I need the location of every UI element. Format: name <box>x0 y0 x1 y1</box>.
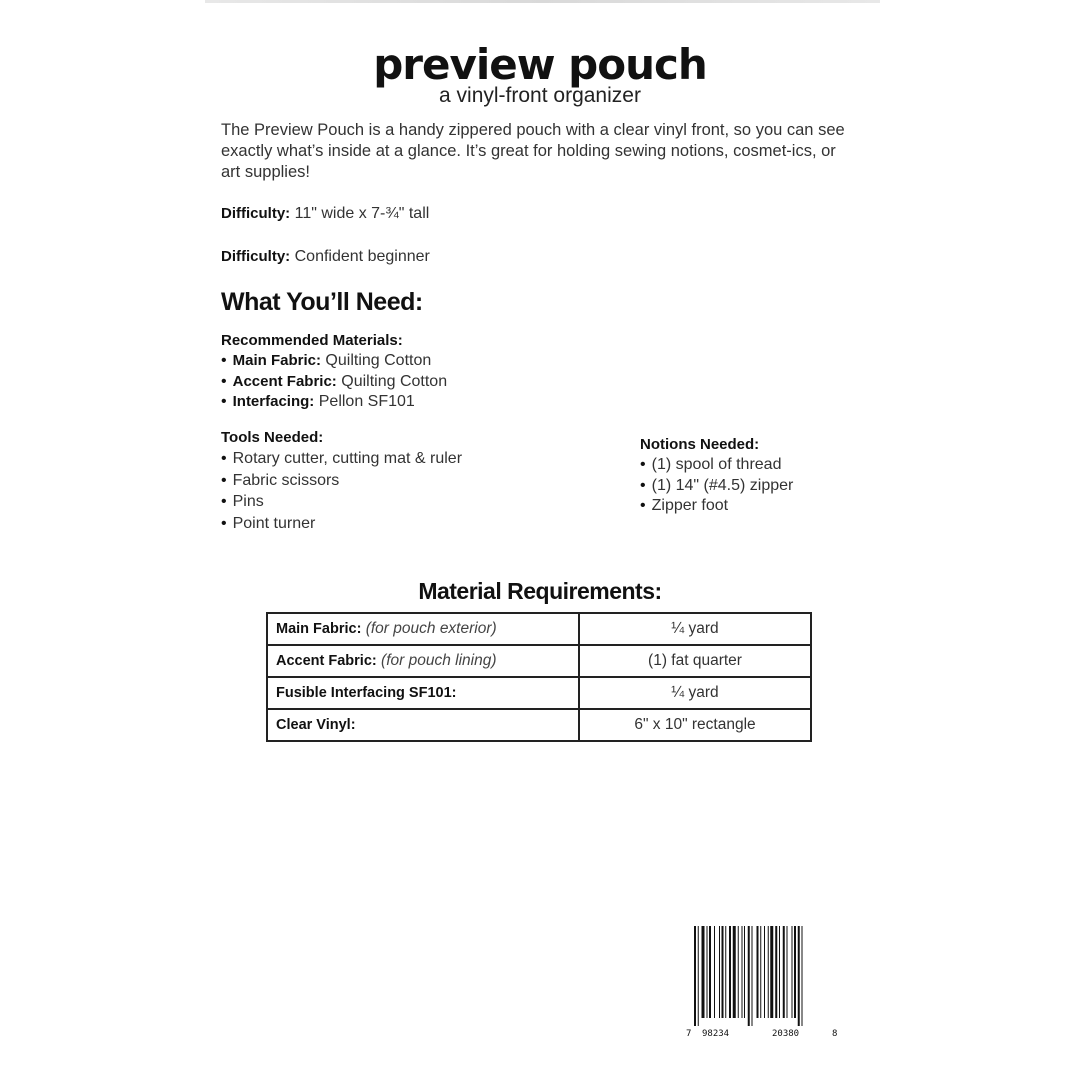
requirements-heading: Material Requirements: <box>418 578 662 604</box>
barcode-bar <box>702 926 705 1018</box>
materials-heading: Recommended Materials: <box>221 332 403 349</box>
needs-heading: What You’ll Need: <box>221 288 423 316</box>
requirements-table <box>266 612 812 742</box>
barcode-bar <box>764 926 765 1018</box>
row-value: ¼ yard <box>579 677 811 709</box>
barcode-digit: 98234 <box>702 1029 730 1039</box>
barcode-bar <box>770 926 773 1018</box>
page-subtitle: a vinyl-front organizer <box>439 84 641 107</box>
spec-size <box>221 205 429 223</box>
spec-difficulty-value: Confident beginner <box>294 248 430 265</box>
materials-list <box>221 351 447 413</box>
barcode-bar <box>733 926 736 1018</box>
row-label: Accent Fabric: <box>276 653 377 669</box>
row-note: (for pouch exterior) <box>365 620 497 637</box>
spec-size-value: 11" wide x 7-¾" tall <box>294 205 430 222</box>
table-row <box>267 709 811 741</box>
barcode-bar <box>694 926 696 1026</box>
spec-size-label: Difficulty: <box>221 205 291 222</box>
item-value: Quilting Cotton <box>341 372 448 390</box>
barcode-bar <box>725 926 726 1018</box>
materials-section <box>221 331 447 413</box>
intro-paragraph: The Preview Pouch is a handy zippered pouch with a clear vinyl front, so you can see exactly what’s inside at a glance. It’s great for holding sewing notions, cosmet-ics, or art supplies! <box>221 121 845 181</box>
table-row <box>267 645 811 677</box>
barcode-bar <box>722 926 724 1018</box>
barcode-bar <box>744 926 745 1018</box>
barcode-bar <box>714 926 715 1018</box>
list-item: • Rotary cutter, cutting mat & ruler <box>221 448 462 470</box>
barcode-bar <box>760 926 761 1018</box>
row-label: Fusible Interfacing SF101: <box>276 685 457 701</box>
barcode-bar <box>779 926 780 1018</box>
barcode-bar <box>709 926 711 1018</box>
list-item <box>221 392 447 413</box>
row-value: ¼ yard <box>579 613 811 645</box>
tools-heading: Tools Needed: <box>221 429 324 446</box>
barcode-bar <box>707 926 708 1018</box>
list-item: • Pins <box>221 491 462 513</box>
barcode-bar <box>729 926 731 1018</box>
barcode-bar <box>752 926 753 1026</box>
barcode-bar <box>792 926 793 1018</box>
row-value: 6" x 10" rectangle <box>579 709 811 741</box>
list-item <box>221 351 447 372</box>
barcode-digit: 20380 <box>772 1029 800 1039</box>
notions-section <box>640 435 793 517</box>
list-item: • (1) 14" (#4.5) zipper <box>640 476 793 497</box>
barcode-bar <box>748 926 750 1026</box>
barcode <box>686 924 838 1044</box>
item-label: Main Fabric: <box>232 352 321 369</box>
list-item: • Fabric scissors <box>221 470 462 492</box>
spec-difficulty <box>221 248 430 266</box>
table-row <box>267 677 811 709</box>
list-item: • Zipper foot <box>640 496 793 517</box>
top-edge-line <box>205 0 880 3</box>
table-row <box>267 613 811 645</box>
row-note: (for pouch lining) <box>381 652 497 669</box>
row-value: (1) fat quarter <box>579 645 811 677</box>
barcode-bar <box>742 926 743 1018</box>
barcode-bar <box>798 926 800 1026</box>
barcode-bar <box>719 926 720 1018</box>
barcode-bar <box>738 926 739 1018</box>
barcode-bar <box>775 926 777 1018</box>
list-item: • (1) spool of thread <box>640 455 793 476</box>
barcode-bar <box>783 926 785 1018</box>
barcode-digit: 7 <box>686 1029 692 1039</box>
row-label: Clear Vinyl: <box>276 717 356 733</box>
notions-heading: Notions Needed: <box>640 436 760 453</box>
list-item <box>221 372 447 393</box>
spec-difficulty-label: Difficulty: <box>221 248 291 265</box>
tools-list <box>221 448 462 534</box>
item-label: Accent Fabric: <box>232 372 337 390</box>
barcode-bar <box>787 926 788 1018</box>
barcode-bar <box>802 926 803 1026</box>
item-value: Pellon SF101 <box>318 393 415 410</box>
barcode-bars <box>686 924 838 1028</box>
row-label-cell <box>267 677 579 709</box>
barcode-bar <box>768 926 769 1018</box>
row-label-cell <box>267 645 579 677</box>
row-label-cell <box>267 709 579 741</box>
barcode-digit: 8 <box>832 1029 838 1039</box>
row-label: Main Fabric: <box>276 621 362 637</box>
item-value: Quilting Cotton <box>325 352 432 369</box>
barcode-bar <box>794 926 796 1018</box>
row-label-cell <box>267 613 579 645</box>
page-title: preview pouch <box>373 40 707 89</box>
tools-section <box>221 428 462 534</box>
barcode-bar <box>757 926 759 1018</box>
item-label: Interfacing: <box>232 393 315 410</box>
notions-list <box>640 455 793 517</box>
list-item: • Point turner <box>221 513 462 535</box>
barcode-bar <box>698 926 699 1026</box>
